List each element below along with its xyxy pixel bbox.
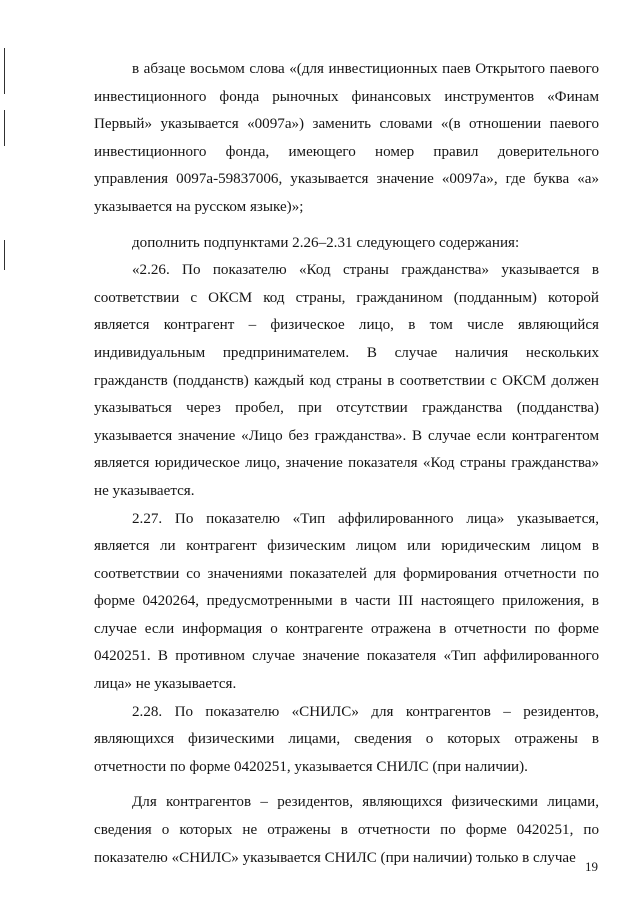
paragraph: Для контрагентов – резидентов, являющихся физическими лицами, сведения о которых не отражены в отчетности по форме 0420251, по показателю «СНИЛС» указывается СНИЛС (при наличии) только в случае: [94, 794, 599, 866]
paragraph: «2.26. По показателю «Код страны гражданства» указывается в соответствии с ОКСМ код страны, гражданином (подданным) которой является контрагент – физическое лицо, в том числе являющийся индивидуальным предпринимателем. В случае наличия нескольких гражданств (подданств) каждый код страны в соответствии с ОКСМ должен указываться через пробел, при отсутствии гражданства (подданства) указывается значение «Лицо без гражданства». В случае если контрагентом является юридическое лицо, значение показателя «Код страны гражданства» не указывается.: [94, 262, 599, 499]
paragraph: 2.28. По показателю «СНИЛС» для контрагентов – резидентов, являющихся физическими лицами, сведения о которых отражены в отчетности по форме 0420251, указывается СНИЛС (при наличии).: [94, 703, 599, 775]
margin-mark: [4, 110, 5, 146]
document-body: [94, 56, 599, 872]
margin-mark: [4, 48, 5, 94]
paragraph: дополнить подпунктами 2.26–2.31 следующего содержания:: [132, 234, 520, 251]
page-number: 19: [585, 859, 598, 874]
paragraph: в абзаце восьмом слова «(для инвестиционных паев Открытого паевого инвестиционного фонда рыночных финансовых инструментов «Финам Первый» указывается «0097а») заменить словами «(в отношении паевого инвестиционного фонда, имеющего номер правил доверительного управления 0097а-59837006, указывается значение «0097а», где буква «а» указывается на русском языке)»;: [94, 61, 599, 215]
paragraph: 2.27. По показателю «Тип аффилированного лица» указывается, является ли контрагент физическим лицом или юридическим лицом в соответствии со значениями показателей для формирования отчетности по форме 0420264, предусмотренными в части III настоящего приложения, в случае если информация о контрагенте отражена в отчетности по форме 0420251. В противном случае значение показателя «Тип аффилированного лица» не указывается.: [94, 510, 599, 693]
margin-mark: [4, 240, 5, 270]
